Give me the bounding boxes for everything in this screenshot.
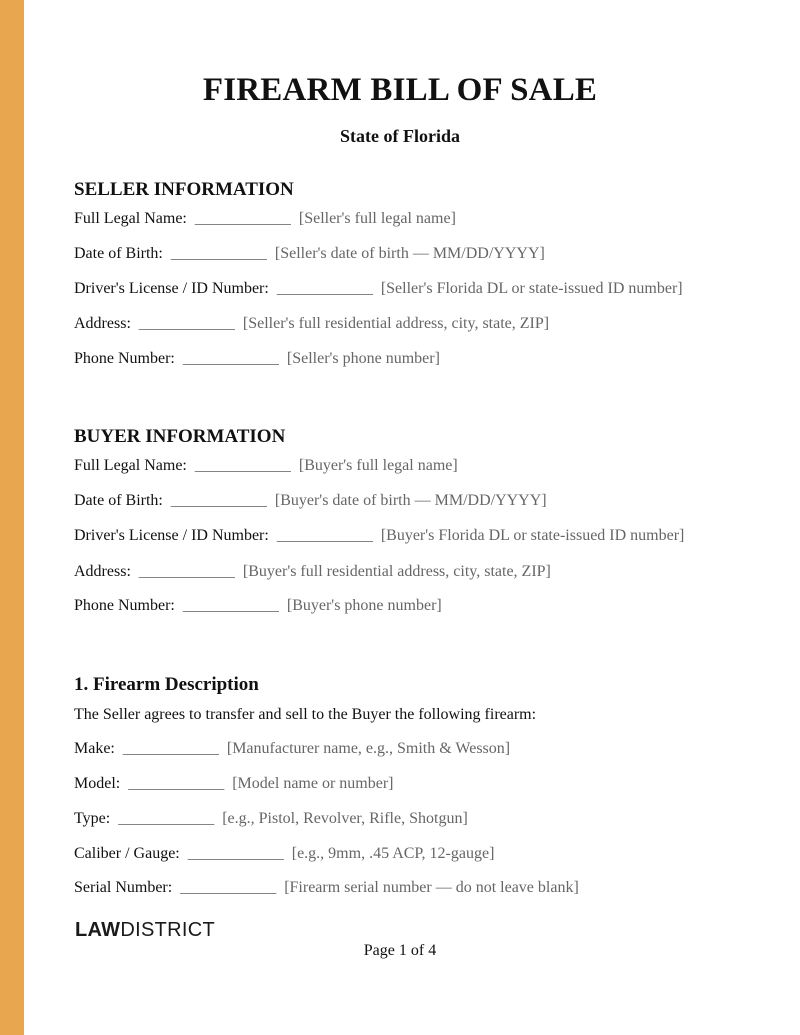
field-blank[interactable]: ____________ (170, 492, 267, 509)
firearm-field-serial (74, 879, 579, 897)
field-hint: [Buyer's full legal name] (298, 457, 458, 474)
field-label: Address: (74, 563, 131, 580)
field-blank[interactable]: ____________ (194, 457, 291, 474)
field-blank[interactable]: ____________ (122, 740, 219, 757)
seller-field-name (74, 210, 456, 228)
field-hint: [Firearm serial number — do not leave blank] (284, 879, 579, 896)
seller-field-phone (74, 350, 440, 368)
field-label: Serial Number: (74, 879, 173, 896)
field-label: Full Legal Name: (74, 457, 187, 474)
field-blank[interactable]: ____________ (182, 597, 279, 614)
firearm-section-heading: 1. Firearm Description (74, 674, 259, 695)
logo-text-thin: DISTRICT (120, 919, 215, 941)
field-label: Address: (74, 315, 131, 332)
field-hint: [Manufacturer name, e.g., Smith & Wesson] (226, 740, 511, 757)
buyer-section-heading: BUYER INFORMATION (74, 426, 286, 447)
field-blank[interactable]: ____________ (187, 845, 284, 862)
seller-field-license (74, 280, 683, 298)
field-hint: [Seller's phone number] (286, 350, 440, 367)
firearm-intro-text: The Seller agrees to transfer and sell to the Buyer the following firearm: (74, 706, 537, 723)
field-label: Driver's License / ID Number: (74, 527, 269, 544)
buyer-field-dob (74, 492, 547, 510)
firearm-field-type (74, 810, 468, 828)
field-hint: [Buyer's Florida DL or state-issued ID number] (380, 527, 685, 544)
field-blank[interactable]: ____________ (138, 315, 235, 332)
field-label: Date of Birth: (74, 245, 163, 262)
firearm-field-make (74, 740, 510, 758)
firearm-field-model (74, 775, 394, 793)
field-hint: [Model name or number] (232, 775, 394, 792)
field-label: Phone Number: (74, 350, 175, 367)
field-hint: [Buyer's date of birth — MM/DD/YYYY] (274, 492, 547, 509)
field-label: Model: (74, 775, 121, 792)
field-hint: [Buyer's phone number] (286, 597, 442, 614)
field-hint: [Seller's date of birth — MM/DD/YYYY] (274, 245, 545, 262)
field-hint: [Seller's full residential address, city, state, ZIP] (242, 315, 550, 332)
field-blank[interactable]: ____________ (170, 245, 267, 262)
field-hint: [Seller's full legal name] (298, 210, 456, 227)
document-title: FIREARM BILL OF SALE (202, 72, 598, 108)
field-blank[interactable]: ____________ (138, 563, 235, 580)
field-label: Driver's License / ID Number: (74, 280, 269, 297)
buyer-field-address (74, 563, 551, 581)
accent-side-bar (0, 0, 24, 1035)
field-hint: [Buyer's full residential address, city, state, ZIP] (242, 563, 551, 580)
seller-field-dob (74, 245, 545, 263)
buyer-field-phone (74, 597, 442, 615)
buyer-field-name (74, 457, 458, 475)
field-hint: [e.g., 9mm, .45 ACP, 12-gauge] (291, 845, 495, 862)
document-subtitle: State of Florida (340, 126, 460, 146)
seller-field-address (74, 315, 549, 333)
field-label: Caliber / Gauge: (74, 845, 180, 862)
field-blank[interactable]: ____________ (118, 810, 215, 827)
field-label: Full Legal Name: (74, 210, 187, 227)
page-number: Page 1 of 4 (363, 942, 437, 959)
buyer-field-license (74, 527, 684, 545)
field-hint: [e.g., Pistol, Revolver, Rifle, Shotgun] (222, 810, 468, 827)
field-label: Date of Birth: (74, 492, 163, 509)
field-blank[interactable]: ____________ (194, 210, 291, 227)
field-blank[interactable]: ____________ (128, 775, 225, 792)
field-label: Type: (74, 810, 111, 827)
firearm-field-caliber (74, 845, 494, 863)
field-hint: [Seller's Florida DL or state-issued ID number] (380, 280, 683, 297)
field-blank[interactable]: ____________ (276, 280, 373, 297)
field-blank[interactable]: ____________ (180, 879, 277, 896)
field-label: Make: (74, 740, 115, 757)
seller-section-heading: SELLER INFORMATION (74, 179, 294, 200)
lawdistrict-logo (75, 919, 215, 942)
field-label: Phone Number: (74, 597, 175, 614)
field-blank[interactable]: ____________ (182, 350, 279, 367)
logo-text-bold: LAW (75, 919, 121, 941)
field-blank[interactable]: ____________ (276, 527, 373, 544)
